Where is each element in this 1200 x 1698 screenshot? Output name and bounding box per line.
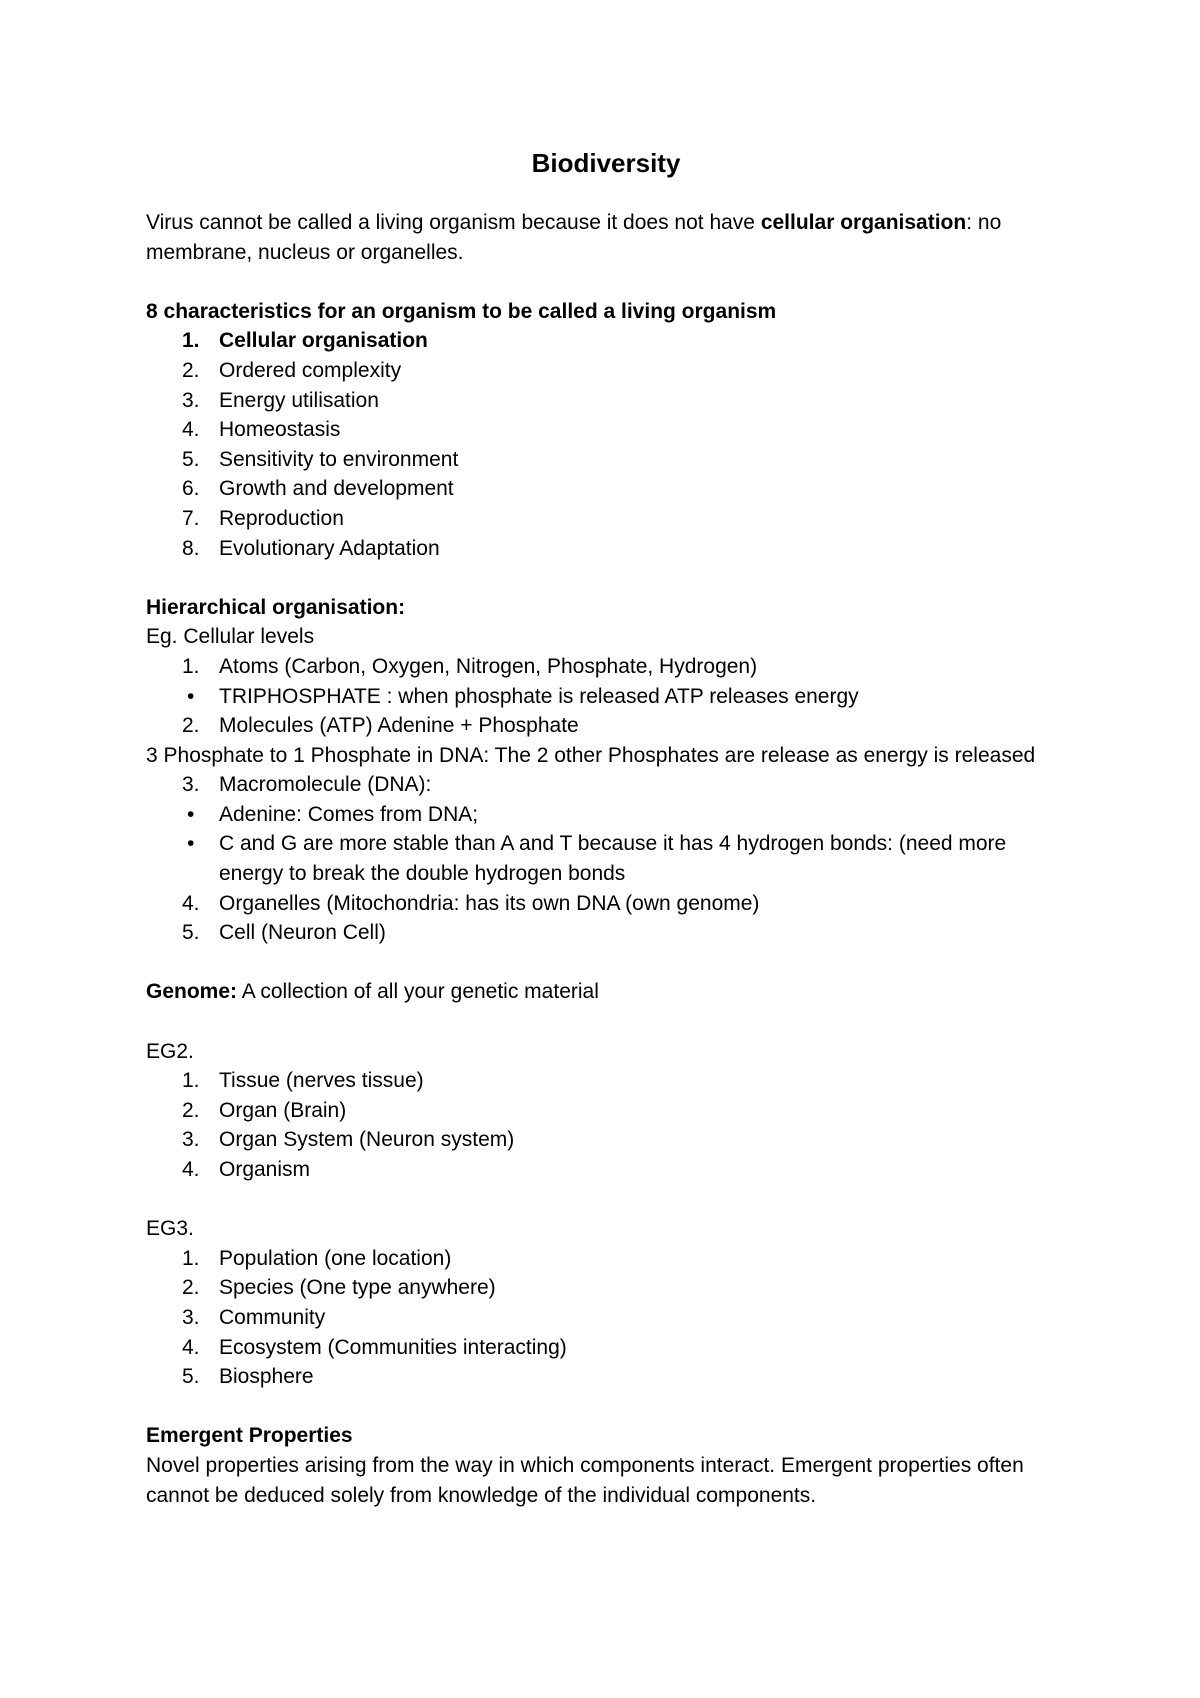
- list-item-text: Organ (Brain): [219, 1098, 347, 1122]
- list-item: [146, 415, 1056, 445]
- list-item-text: Tissue (nerves tissue): [219, 1069, 424, 1093]
- list-item: [146, 711, 1056, 741]
- list-item-text: Growth and development: [219, 477, 454, 501]
- list-item: [146, 356, 1056, 386]
- list-item: [146, 652, 1056, 682]
- list-marker: 1.: [182, 329, 200, 353]
- list-item-text: Homeostasis: [219, 418, 341, 442]
- list-item-text: Macromolecule (DNA):: [219, 773, 432, 797]
- list-item-text: Energy utilisation: [219, 388, 379, 412]
- list-item: [146, 1096, 1056, 1126]
- list-marker: 2.: [182, 358, 200, 382]
- list-marker: 2.: [182, 1098, 200, 1122]
- list-item: [146, 1244, 1056, 1274]
- list-item: [146, 445, 1056, 475]
- list-marker: 5.: [182, 1365, 200, 1389]
- list-item-text: Ecosystem (Communities interacting): [219, 1335, 567, 1359]
- list-marker: 5.: [182, 921, 200, 945]
- eg3-list: [146, 1244, 1056, 1392]
- list-item: [146, 1273, 1056, 1303]
- genome-label: Genome:: [146, 980, 238, 1004]
- eg2-label: EG2.: [146, 1039, 194, 1063]
- eg2-list: [146, 1066, 1056, 1184]
- list-item: [146, 1125, 1056, 1155]
- hierarchy-list-a: [146, 652, 1056, 741]
- list-item-text: Organ System (Neuron system): [219, 1128, 515, 1152]
- list-item: [146, 474, 1056, 504]
- list-item-text: Population (one location): [219, 1246, 452, 1270]
- list-marker: 7.: [182, 506, 200, 530]
- intro-text-before: Virus cannot be called a living organism because it does not have: [146, 211, 761, 234]
- bullet-icon: •: [187, 802, 195, 826]
- list-item: [146, 326, 1056, 356]
- emergent-heading: Emergent Properties: [146, 1424, 353, 1448]
- list-item-text: Organelles (Mitochondria: has its own DNA (own genome): [219, 891, 760, 915]
- list-item-text: Ordered complexity: [219, 358, 402, 382]
- intro-text-after: : no membrane, nucleus or organelles.: [146, 211, 1002, 264]
- list-marker: 4.: [182, 1158, 200, 1181]
- characteristics-list: [146, 326, 1056, 563]
- list-item: [146, 918, 1056, 948]
- list-item: [146, 504, 1056, 534]
- list-item-text: Organism: [219, 1158, 311, 1181]
- list-marker: 6.: [182, 477, 200, 501]
- list-item-text: Atoms (Carbon, Oxygen, Nitrogen, Phosphate, Hydrogen): [219, 654, 758, 678]
- list-marker: 1.: [182, 1069, 200, 1093]
- list-marker: 4.: [182, 891, 200, 915]
- list-item-text: Community: [219, 1305, 326, 1329]
- list-item: [146, 1155, 1056, 1185]
- list-item-text: Cell (Neuron Cell): [219, 921, 386, 945]
- list-item: [146, 829, 1056, 888]
- genome-paragraph: [146, 977, 1056, 1007]
- genome-text: A collection of all your genetic material: [237, 980, 599, 1004]
- list-marker: 1.: [182, 1246, 200, 1270]
- page-title: Biodiversity: [531, 148, 681, 178]
- phosphate-note: 3 Phosphate to 1 Phosphate in DNA: The 2 other Phosphates are release as energy is released: [146, 743, 1036, 767]
- list-item: [146, 770, 1056, 800]
- list-marker: 3.: [182, 773, 200, 797]
- list-item: [146, 889, 1056, 919]
- list-item: [146, 1362, 1056, 1392]
- eg3-label: EG3.: [146, 1217, 194, 1241]
- list-item-text: Sensitivity to environment: [219, 447, 459, 471]
- list-marker: 4.: [182, 418, 200, 442]
- list-marker: 3.: [182, 1305, 200, 1329]
- list-item-text: Molecules (ATP) Adenine + Phosphate: [219, 714, 579, 738]
- list-item-text: Species (One type anywhere): [219, 1276, 496, 1300]
- hierarchy-list-b: [146, 770, 1056, 948]
- list-item: [146, 1066, 1056, 1096]
- list-marker: 3.: [182, 1128, 200, 1152]
- list-item-text: Biosphere: [219, 1365, 314, 1389]
- bullet-icon: •: [187, 684, 195, 708]
- list-item: [146, 386, 1056, 416]
- characteristics-heading: 8 characteristics for an organism to be called a living organism: [146, 299, 777, 323]
- document-content: [146, 146, 1056, 1510]
- intro-bold-term: cellular organisation: [760, 211, 967, 234]
- list-item: [146, 1333, 1056, 1363]
- list-item-text: Adenine: Comes from DNA;: [219, 802, 479, 826]
- list-marker: 4.: [182, 1335, 200, 1359]
- list-marker: 5.: [182, 447, 200, 471]
- list-item-text: TRIPHOSPHATE : when phosphate is released ATP releases energy: [219, 684, 859, 708]
- list-item: [146, 682, 1056, 712]
- emergent-paragraph: Novel properties arising from the way in which components interact. Emergent properties often cannot be deduced solely from knowledge of the individual components.: [146, 1453, 1024, 1507]
- hierarchy-heading: Hierarchical organisation:: [146, 595, 406, 619]
- intro-paragraph: [146, 208, 1056, 267]
- list-item-text: Reproduction: [219, 506, 344, 530]
- list-marker: 1.: [182, 654, 200, 678]
- list-item: [146, 534, 1056, 564]
- list-item-text: C and G are more stable than A and T because it has 4 hydrogen bonds: (need more energy to break the double hydrogen bonds: [219, 832, 1007, 886]
- list-item-text: Evolutionary Adaptation: [219, 536, 440, 560]
- list-item: [146, 800, 1056, 830]
- list-marker: 3.: [182, 388, 200, 412]
- list-marker: 8.: [182, 536, 200, 560]
- list-item: [146, 1303, 1056, 1333]
- bullet-icon: •: [187, 832, 195, 856]
- list-item-text: Cellular organisation: [219, 329, 428, 353]
- list-marker: 2.: [182, 714, 200, 738]
- list-marker: 2.: [182, 1276, 200, 1300]
- eg1-label: Eg. Cellular levels: [146, 625, 315, 649]
